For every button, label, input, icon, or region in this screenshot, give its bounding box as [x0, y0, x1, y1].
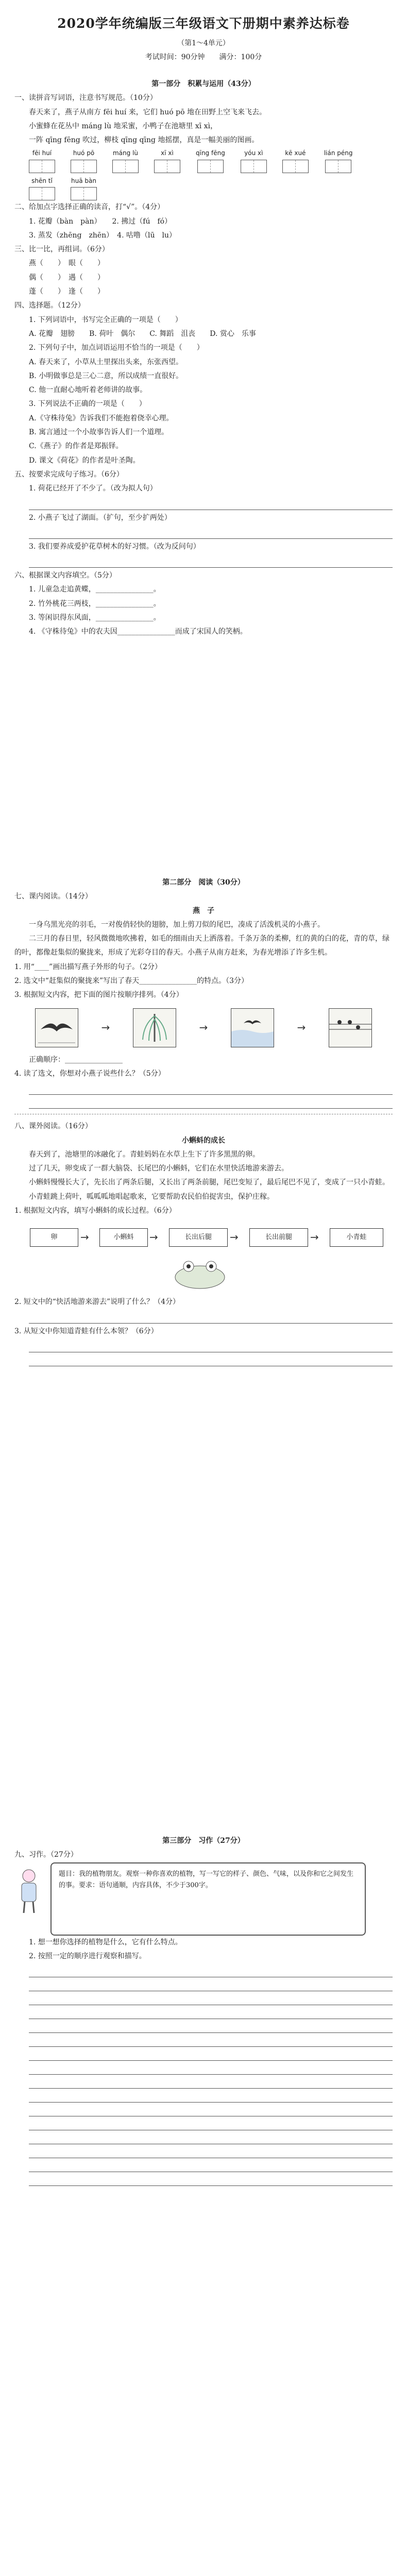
answer-line[interactable]	[29, 1340, 393, 1352]
answer-line[interactable]	[29, 555, 393, 568]
pinyin-box[interactable]: huó pō	[71, 147, 97, 173]
q3-stem: 三、比一比，再组词。（6分）	[14, 245, 109, 254]
writing-lines[interactable]	[14, 1964, 393, 2186]
pinyin-box[interactable]: shēn tǐ	[29, 175, 55, 200]
lake-picture[interactable]	[231, 1008, 274, 1047]
writing-tip: 1. 想一想你选择的植物是什么，它有什么特点。	[29, 1938, 182, 1946]
willow-picture[interactable]	[133, 1008, 176, 1047]
wire-picture[interactable]	[329, 1008, 372, 1047]
child-icon	[14, 1868, 43, 1914]
q4-option[interactable]: C.《燕子》的作者是郑振铎。	[29, 442, 123, 451]
part3-section	[14, 1834, 393, 2187]
q5-item: 3. 我们要养成爱护花草树木的好习惯。（改为反问句）	[29, 542, 200, 551]
answer-line[interactable]	[29, 1096, 393, 1109]
passage2-question: 1. 根据短文内容，填写小蝌蚪的成长过程。（6分）	[14, 1207, 176, 1215]
pinyin-box[interactable]: xī xì	[154, 147, 180, 173]
exam-header	[14, 11, 393, 64]
frog-icon	[143, 1254, 257, 1290]
q5-item: 2. 小燕子飞过了湖面。（扩句，至少扩两处）	[29, 513, 172, 522]
pinyin-box[interactable]: huā bàn	[71, 175, 97, 200]
exam-subtitle: （第1～4单元）	[177, 39, 230, 47]
q1-line: 一阵 qīng fēng 吹过，柳枝 qīng qīng 地摇摆，真是一幅美丽的图画。	[29, 136, 259, 145]
pinyin-box[interactable]: fēi huí	[29, 147, 55, 173]
exam-meta: 考试时间：90分钟 满分：100分	[145, 53, 262, 62]
flow-box: 卵	[30, 1228, 78, 1246]
q6-item[interactable]: 1. 儿童急走追黄蝶，________________。	[29, 585, 161, 594]
swallow-picture[interactable]	[35, 1008, 78, 1047]
q4-option[interactable]: A.《守株待兔》告诉我们不能抱着侥幸心理。	[29, 414, 174, 422]
growth-flow-diagram	[14, 1218, 393, 1295]
passage2-paragraph: 过了几天，卵变成了一群大脑袋、长尾巴的小蝌蚪，它们在水里快活地游来游去。	[29, 1164, 289, 1173]
arrow-right-icon: →	[101, 1021, 110, 1034]
passage2-paragraph: 春天到了，池塘里的冰融化了。青蛙妈妈在水草上生下了许多黑黑的卵。	[29, 1150, 260, 1159]
passage1-stem: 七、课内阅读。（14分）	[14, 892, 92, 901]
q4-stem: 四、选择题。（12分）	[14, 301, 85, 310]
q2-item[interactable]: 1. 花瓣（bàn pàn） 2. 拂过（fú fó）	[29, 217, 172, 226]
picture-sequence	[14, 1003, 393, 1053]
part1-section	[14, 77, 393, 639]
exam-title: 2020学年统编版三年级语文下册期中素养达标卷	[57, 16, 350, 31]
arrow-right-icon: →	[297, 1021, 306, 1034]
arrow-right-icon: →	[230, 1231, 239, 1244]
passage2-question: 2. 短文中的“快活地游来游去”说明了什么？（4分）	[14, 1298, 180, 1307]
passage1-paragraph: 一身乌黑光亮的羽毛，一对俊俏轻快的翅膀，加上剪刀似的尾巴，凑成了活泼机灵的小燕子。	[29, 920, 325, 929]
answer-line[interactable]	[29, 1311, 393, 1324]
q4-option[interactable]: A. 花瓣 翅膀 B. 荷叶 偶尔 C. 舞蹈 沮丧 D. 赏心 乐事	[29, 329, 256, 338]
q3-pair[interactable]: 蓬（ ） 逢（ ）	[29, 287, 105, 296]
pinyin-box[interactable]: qīng fēng	[196, 147, 225, 173]
arrow-right-icon: →	[149, 1231, 158, 1244]
q1-pinyin-grid	[14, 147, 393, 200]
q1-stem: 一、读拼音写词语，注意书写规范。（10分）	[14, 94, 157, 103]
answer-line[interactable]	[29, 526, 393, 539]
answer-line[interactable]	[29, 1082, 393, 1095]
answer-line[interactable]	[29, 497, 393, 510]
q4-option[interactable]: B. 寓言通过一个小故事告诉人们一个道理。	[29, 428, 169, 437]
flow-box: 小蝌蚪	[99, 1228, 148, 1246]
part3-heading: 第三部分 习作（27分）	[162, 1837, 245, 1845]
q3-pair[interactable]: 偶（ ） 遇（ ）	[29, 273, 105, 282]
part3-stem: 九、习作。（27分）	[14, 1851, 78, 1859]
q4-item: 3. 下列说法不正确的一项是（ ）	[29, 400, 146, 409]
arrow-right-icon: →	[80, 1231, 89, 1244]
q3-pair[interactable]: 燕（ ） 眼（ ）	[29, 259, 105, 268]
q6-stem: 六、根据课文内容填空。（5分）	[14, 571, 116, 580]
passage1-question: 1. 用“____”画出描写燕子外形的句子。（2分）	[14, 962, 162, 971]
q6-item[interactable]: 4. 《守株待兔》中的农夫因________________而成了宋国人的笑柄。	[29, 628, 247, 636]
q6-item[interactable]: 2. 竹外桃花三两枝，________________。	[29, 599, 161, 608]
pinyin-box[interactable]: lián péng	[324, 147, 353, 173]
arrow-right-icon: →	[199, 1021, 208, 1034]
q4-option[interactable]: A. 春天来了，小草从土里探出头来，东张西望。	[29, 358, 183, 366]
part2-section	[14, 876, 393, 1367]
passage2-paragraph: 小青蛙跳上荷叶，呱呱呱地唱起歌来，它要帮助农民伯伯捉害虫，保护庄稼。	[29, 1192, 274, 1201]
passage1-question[interactable]: 2. 选文中“赶集似的聚拢来”写出了春天________________的特点。（3分）	[14, 977, 249, 986]
picture-order-blank[interactable]: 正确顺序：________________	[29, 1055, 123, 1064]
part2-heading: 第二部分 阅读（30分）	[162, 878, 245, 887]
arrow-right-icon: →	[310, 1231, 319, 1244]
writing-prompt-text: 题目：我的植物朋友。观察一种你喜欢的植物，写一写它的样子、颜色、气味，以及你和它之间发生的事。要求：语句通顺，内容具体，不少于300字。	[59, 1870, 354, 1889]
q4-option[interactable]: B. 小明做事总是三心二意，所以成绩一直很好。	[29, 371, 183, 380]
writing-prompt-card	[50, 1862, 366, 1936]
q4-option[interactable]: D. 课文《荷花》的作者是叶圣陶。	[29, 456, 140, 465]
q6-item[interactable]: 3. 等闲识得东风面，________________。	[29, 613, 161, 622]
q4-option[interactable]: C. 他一直耐心地听着老师讲的故事。	[29, 386, 147, 395]
passage2-title: 小蝌蚪的成长	[182, 1136, 225, 1145]
pinyin-box[interactable]: yóu xì	[241, 147, 267, 173]
q1-line: 小蜜蜂在花丛中 máng lù 地采蜜，小鸭子在池塘里 xī xì，	[29, 122, 218, 130]
passage1-paragraph: 二三月的春日里，轻风微微地吹拂着，如毛的细雨由天上洒落着。千条万条的柔柳，红的黄的白的花，青的草，绿的叶，都像赶集似的聚拢来，形成了光彩夺目的春天。小燕子从南方赶来，为春光增添了许多生机。	[14, 935, 389, 957]
flow-box[interactable]: 长出前腿	[249, 1228, 308, 1246]
q4-item: 1. 下列词语中，书写完全正确的一项是（ ）	[29, 315, 182, 324]
answer-line[interactable]	[29, 1353, 393, 1366]
q2-stem: 二、给加点字选择正确的读音，打“√”。（4分）	[14, 203, 165, 212]
q2-item[interactable]: 3. 蒸发（zhēng zhēn） 4. 咕噜（lū lu）	[29, 231, 176, 240]
passage2-question: 3. 从短文中你知道青蛙有什么本领？（6分）	[14, 1327, 158, 1335]
q1-line: 春天来了，燕子从南方 fēi huí 来，它们 huó pō 地在田野上空飞来飞去。	[29, 108, 267, 116]
flow-box: 小青蛙	[330, 1228, 383, 1246]
passage1-question: 4. 读了选文，你想对小燕子说些什么？（5分）	[14, 1069, 165, 1078]
q5-item: 1. 荷花已经开了不少了。（改为拟人句）	[29, 484, 157, 493]
writing-tip: 2. 按照一定的顺序进行观察和描写。	[29, 1952, 146, 1960]
part1-heading: 第一部分 积累与运用（43分）	[151, 80, 256, 88]
passage2-paragraph: 小蝌蚪慢慢长大了，先长出了两条后腿，又长出了两条前腿，尾巴变短了，最后尾巴不见了，变成了一只小青蛙。	[29, 1178, 389, 1187]
passage2-stem: 八、课外阅读。（16分）	[14, 1122, 92, 1131]
q5-stem: 五、按要求完成句子练习。（6分）	[14, 470, 124, 479]
pinyin-box[interactable]: máng lù	[112, 147, 139, 173]
passage1-title: 燕 子	[193, 906, 214, 915]
flow-box[interactable]: 长出后腿	[169, 1228, 228, 1246]
passage1-question: 3. 根据短文内容，把下面的图片按顺序排列。（4分）	[14, 991, 183, 999]
q4-item: 2. 下列句子中，加点词语运用不恰当的一项是（ ）	[29, 344, 204, 352]
pinyin-box[interactable]: kē xué	[282, 147, 309, 173]
